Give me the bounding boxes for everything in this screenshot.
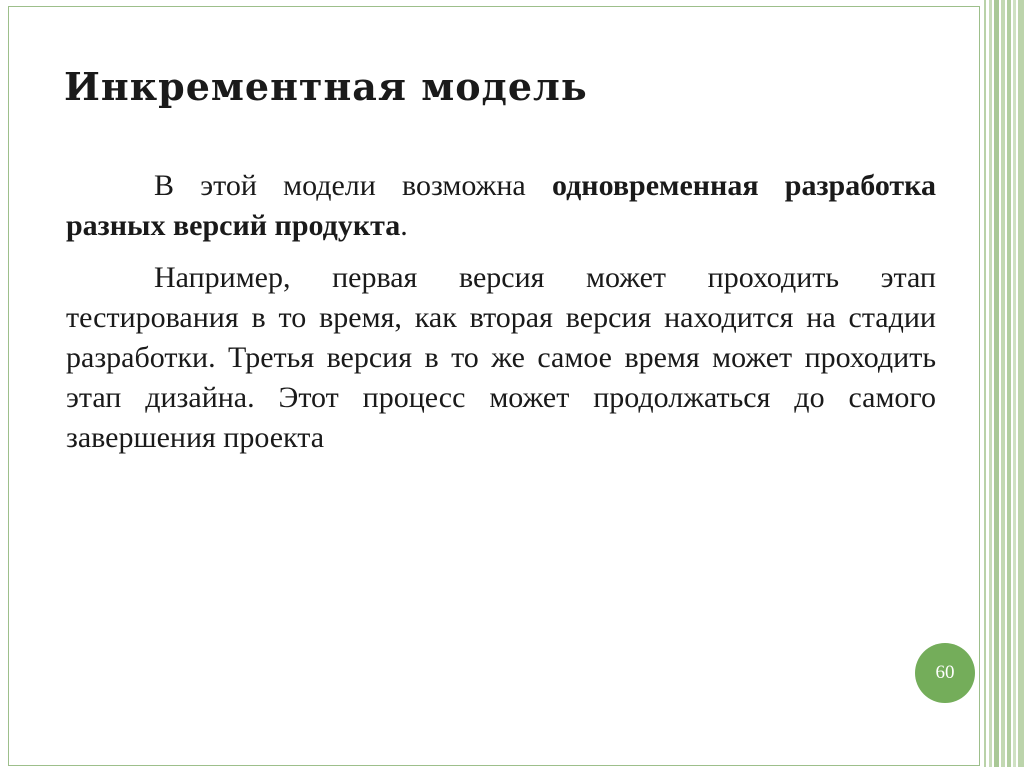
page-number-badge: 60 [915, 643, 975, 703]
paragraph-1-intro: В этой модели возможна [154, 169, 552, 202]
paragraph-1-end: . [400, 209, 408, 242]
decorative-side-stripes [980, 0, 1024, 767]
paragraph-1 [66, 166, 936, 246]
slide-title: Инкрементная модель [64, 64, 588, 109]
slide-body [66, 166, 936, 470]
paragraph-2: Например, первая версия может проходить этап тестирования в то время, как вторая версия находится на стадии разработки. Третья версия в то же самое время может проходить этап дизайна. Этот процесс может продолжаться до самого завершения проекта [66, 261, 936, 454]
paragraph-1-emphasis: одновременная разработка разных версий продукта [66, 169, 936, 242]
